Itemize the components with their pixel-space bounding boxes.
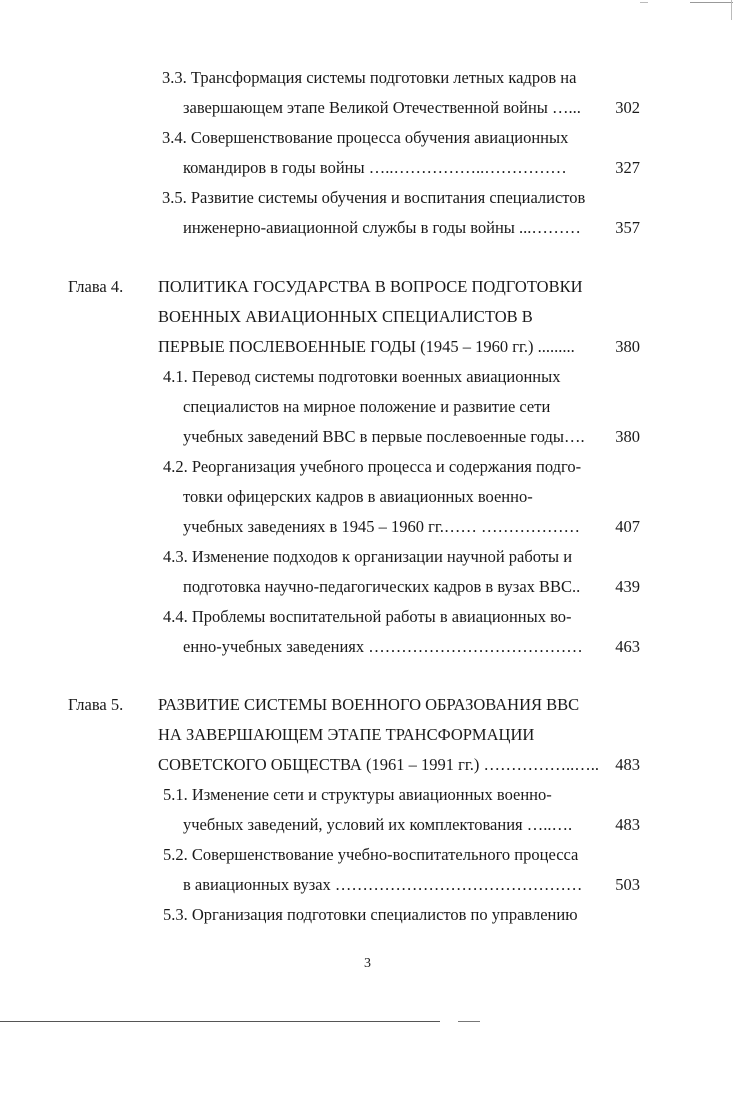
entry-title-continuation: инженерно-авиационной службы в годы войны ...……… [183, 218, 581, 237]
entry-title: 4.3. Изменение подходов к организации научной работы и [163, 547, 573, 566]
entry-title-continuation: специалистов на мирное положение и развитие сети [183, 397, 551, 416]
entry-title-continuation: учебных заведений, условий их комплектования …..…. [183, 815, 573, 834]
entry-title-continuation: товки офицерских кадров в авиационных военно- [183, 487, 533, 506]
scan-corner-mark [731, 0, 732, 20]
entry-title-continuation: подготовка научно-педагогических кадров в вузах ВВС.. [183, 577, 581, 596]
entry-title: 4.4. Проблемы воспитательной работы в авиационных во- [163, 607, 572, 626]
entry-title: 3.5. Развитие системы обучения и воспитания специалистов [162, 188, 586, 207]
entry-title-continuation: енно-учебных заведениях ………………………………… [183, 637, 583, 656]
entry-title: 5.3. Организация подготовки специалистов по управлению [163, 905, 578, 924]
entry-title: 3.4. Совершенствование процесса обучения авиационных [162, 128, 569, 147]
entry-title-continuation: НА ЗАВЕРШАЮЩЕМ ЭТАПЕ ТРАНСФОРМАЦИИ [158, 725, 535, 744]
entry-page-number: 503 [615, 875, 640, 894]
entry-title: ПОЛИТИКА ГОСУДАРСТВА В ВОПРОСЕ ПОДГОТОВКИ [158, 277, 583, 296]
entry-title: 3.3. Трансформация системы подготовки летных кадров на [162, 68, 577, 87]
entry-title-continuation: учебных заведениях в 1945 – 1960 гг.…… ……………… [183, 517, 581, 536]
entry-title-continuation: ВОЕННЫХ АВИАЦИОННЫХ СПЕЦИАЛИСТОВ В [158, 307, 533, 326]
entry-title-continuation: в авиационных вузах ……………………………………… [183, 875, 583, 894]
entry-page-number: 483 [615, 815, 640, 834]
chapter-label: Глава 5. [68, 695, 124, 714]
entry-title-continuation: завершающем этапе Великой Отечественной войны …... [183, 98, 581, 117]
scan-corner-mark [640, 2, 648, 3]
scan-edge-mark [458, 1021, 480, 1022]
entry-title: 4.1. Перевод системы подготовки военных авиационных [163, 367, 561, 386]
entry-title: 5.2. Совершенствование учебно-воспитательного процесса [163, 845, 579, 864]
entry-title-continuation: СОВЕТСКОГО ОБЩЕСТВА (1961 – 1991 гг.) ……………..….. [158, 755, 600, 774]
scan-corner-mark [690, 2, 733, 3]
entry-title-continuation: ПЕРВЫЕ ПОСЛЕВОЕННЫЕ ГОДЫ (1945 – 1960 гг.) ......... [158, 337, 575, 356]
entry-page-number: 463 [615, 637, 640, 656]
page-number: 3 [364, 956, 371, 971]
entry-page-number: 380 [615, 427, 640, 446]
entry-page-number: 327 [615, 158, 640, 177]
entry-page-number: 439 [615, 577, 640, 596]
entry-page-number: 483 [615, 755, 640, 774]
entry-title-continuation: командиров в годы войны …..……………..…………… [183, 158, 567, 177]
scan-edge-line [0, 1021, 440, 1022]
chapter-label: Глава 4. [68, 277, 124, 296]
entry-page-number: 357 [615, 218, 640, 237]
entry-title: 5.1. Изменение сети и структуры авиационных военно- [163, 785, 552, 804]
entry-title-continuation: учебных заведений ВВС в первые послевоенные годы…. [183, 427, 585, 446]
entry-page-number: 302 [615, 98, 640, 117]
entry-title: 4.2. Реорганизация учебного процесса и содержания подго- [163, 457, 582, 476]
entry-title: РАЗВИТИЕ СИСТЕМЫ ВОЕННОГО ОБРАЗОВАНИЯ ВВС [158, 695, 580, 714]
entry-page-number: 407 [615, 517, 640, 536]
entry-page-number: 380 [615, 337, 640, 356]
